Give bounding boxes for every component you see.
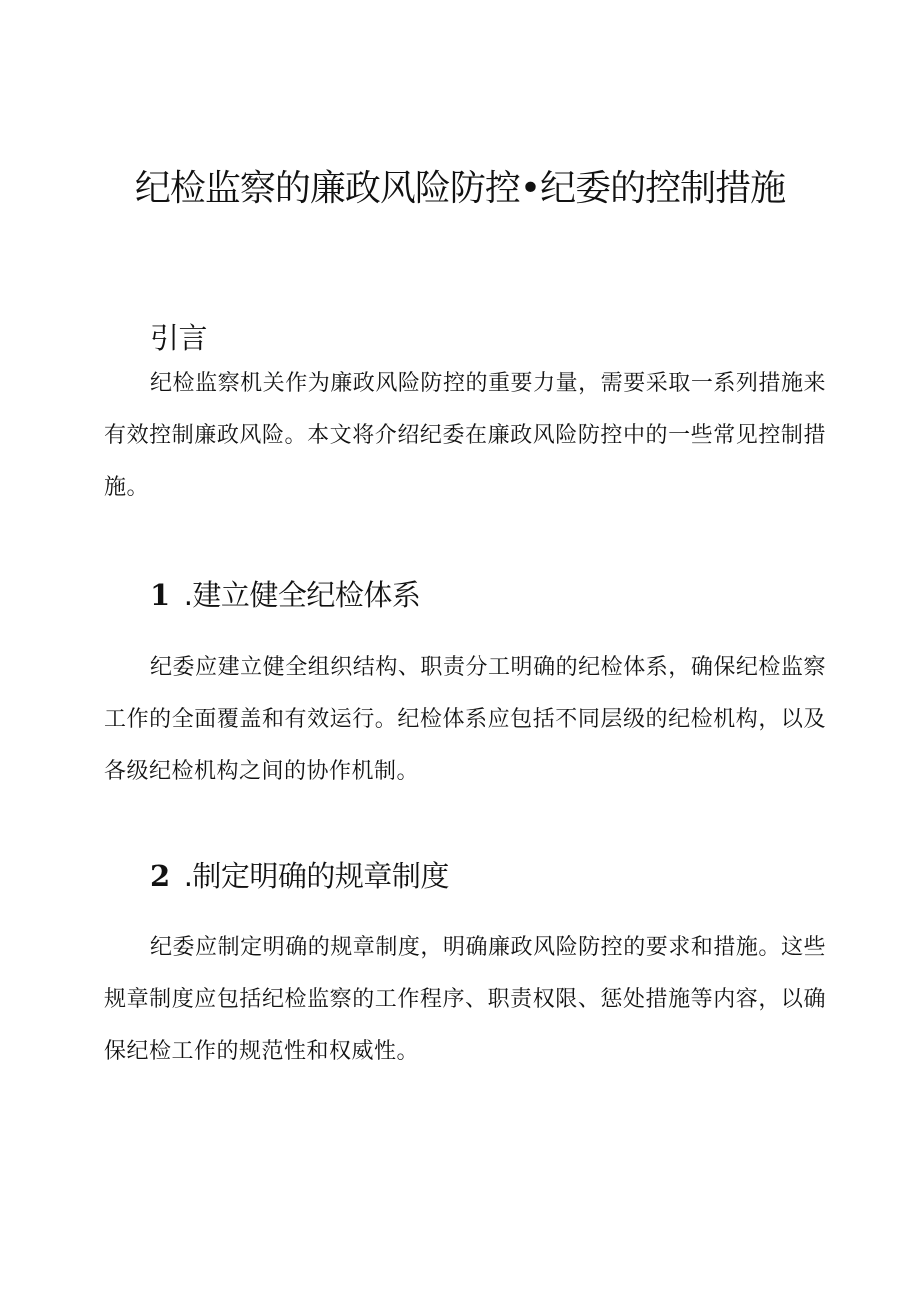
section-heading-text: .制定明确的规章制度 xyxy=(183,859,449,893)
section-heading-1 xyxy=(150,577,420,613)
section-paragraph-1: 纪委应建立健全组织结构、职责分工明确的纪检体系，确保纪检监察工作的全面覆盖和有效运行。纪检体系应包括不同层级的纪检机构，以及各级纪检机构之间的协作机制。 xyxy=(104,655,826,784)
section-paragraph-intro: 纪检监察机关作为廉政风险防控的重要力量，需要采取一系列措施来有效控制廉政风险。本文将介绍纪委在廉政风险防控中的一些常见控制措施。 xyxy=(104,371,826,500)
section-paragraph-2: 纪委应制定明确的规章制度，明确廉政风险防控的要求和措施。这些规章制度应包括纪检监察的工作程序、职责权限、惩处措施等内容，以确保纪检工作的规范性和权威性。 xyxy=(104,935,826,1064)
section-heading-intro: 引言 xyxy=(150,321,208,355)
section-number: 1 xyxy=(150,578,170,612)
section-heading-2 xyxy=(150,858,449,894)
section-heading-text: .建立健全纪检体系 xyxy=(183,578,421,612)
document-title: 纪检监察的廉政风险防控•纪委的控制措施 xyxy=(134,168,786,209)
section-number: 2 xyxy=(150,859,170,893)
